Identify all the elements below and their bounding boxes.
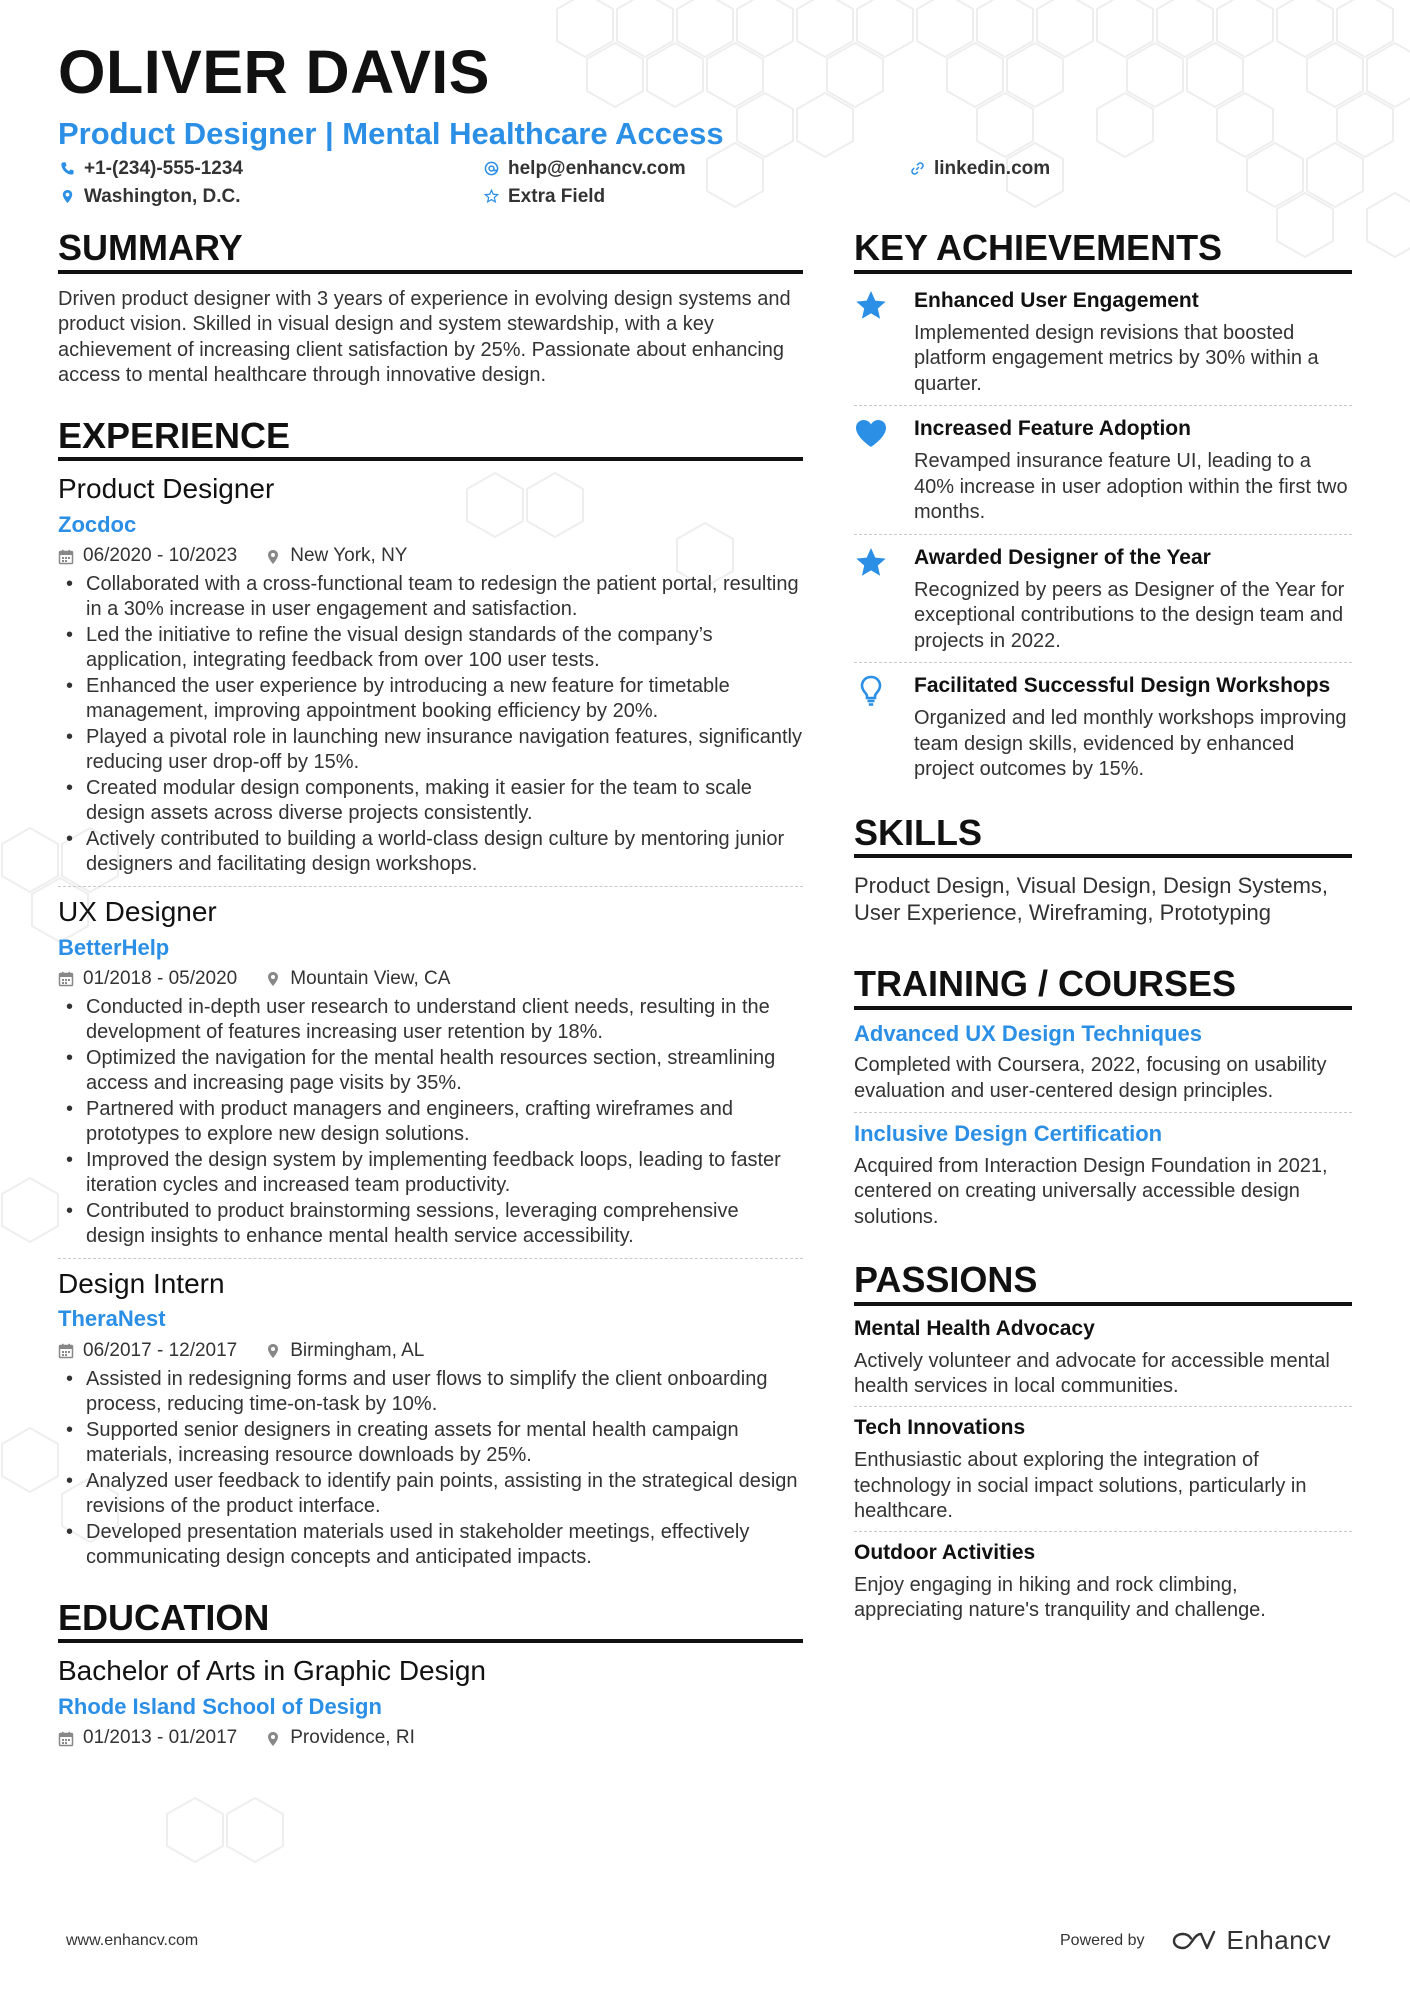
experience-entry [58, 472, 803, 878]
divider [854, 1531, 1352, 1532]
phone-text: +1-(234)-555-1234 [84, 158, 243, 179]
contact-extra-field [484, 187, 605, 206]
bullet-item: • Analyzed user feedback to identify pain points, assisting in the strategical design revisions of the product interface. [58, 1469, 803, 1520]
education-dates: 01/2013 - 01/2017 [83, 1727, 238, 1749]
contact-location [60, 187, 241, 206]
candidate-name: OLIVER DAVIS [58, 38, 490, 106]
extra-field-text: Extra Field [508, 186, 606, 207]
bullet-item: • Partnered with product managers and engineers, crafting wireframes and prototypes to explore new design solutions. [58, 1097, 803, 1148]
bullet-item: • Optimized the navigation for the mental health resources section, streamlining access and increasing page visits by 35%. [58, 1046, 803, 1097]
divider [854, 662, 1352, 663]
calendar-icon [58, 549, 74, 565]
at-sign-icon [484, 161, 499, 176]
linkedin-text: linkedin.com [934, 158, 1051, 179]
calendar-icon [58, 971, 74, 987]
divider [854, 1112, 1352, 1113]
divider [854, 405, 1352, 406]
job-dates: 06/2017 - 12/2017 [83, 1339, 238, 1361]
location-pin-icon [60, 189, 75, 204]
location-text: Washington, D.C. [84, 186, 241, 207]
job-title: Design Intern [58, 1267, 225, 1299]
right-column [854, 228, 1352, 1624]
achievement-item [854, 415, 1352, 526]
experience-entry [58, 1267, 803, 1571]
location-pin-icon [265, 1731, 281, 1747]
achievement-item [854, 544, 1352, 655]
job-meta [58, 1340, 803, 1363]
passion-title: Mental Health Advocacy [854, 1316, 1095, 1340]
passion-desc: Enthusiastic about exploring the integration of technology in social impact solutions, particularly in healthcare. [854, 1449, 1307, 1523]
course-desc: Completed with Coursera, 2022, focusing on usability evaluation and user-centered design principles. [854, 1054, 1327, 1102]
passion-title: Outdoor Activities [854, 1540, 1036, 1564]
course-title[interactable]: Advanced UX Design Techniques [854, 1020, 1203, 1046]
course-title[interactable]: Inclusive Design Certification [854, 1121, 1163, 1147]
experience-entry [58, 895, 803, 1250]
summary-text: Driven product designer with 3 years of experience in evolving design systems and product vision. Skilled in visual design and system stewardship, with a key achievement of increasing client satisfaction by 25%. Passionate about enhancing access to mental healthcare through innovative design. [58, 287, 791, 387]
achievement-title: Increased Feature Adoption [914, 417, 1191, 441]
job-location: Mountain View, CA [290, 967, 451, 989]
school-name[interactable]: Rhode Island School of Design [58, 1693, 382, 1719]
achievement-desc: Organized and led monthly workshops improving team design skills, evidenced by enhanced project outcomes by 15%. [914, 707, 1347, 781]
footer-website[interactable]: www.enhancv.com [66, 1932, 199, 1949]
company-name[interactable]: TheraNest [58, 1306, 166, 1332]
job-bullets [58, 572, 803, 878]
bullet-item: • Actively contributed to building a world-class design culture by mentoring junior designers and facilitating design workshops. [58, 827, 803, 878]
location-pin-icon [265, 1343, 281, 1359]
bullet-item: • Assisted in redesigning forms and user flows to simplify the client onboarding process, reducing time-on-task by 10%. [58, 1367, 803, 1418]
divider [58, 886, 803, 887]
location-pin-icon [265, 971, 281, 987]
passion-item [854, 1316, 1352, 1400]
passions-heading: PASSIONS [854, 1260, 1352, 1306]
achievement-item [854, 287, 1352, 398]
bullet-item: • Collaborated with a cross-functional team to redesign the patient portal, resulting in a 30% increase in user engagement and satisfaction. [58, 572, 803, 623]
education-location: Providence, RI [290, 1727, 415, 1749]
job-meta [58, 545, 803, 568]
powered-by-label: Powered by [1060, 1931, 1145, 1949]
bullet-item: • Improved the design system by implementing feedback loops, leading to faster iteration cycles and increased team productivity. [58, 1148, 803, 1199]
candidate-headline: Product Designer | Mental Healthcare Access [58, 116, 724, 151]
left-column [58, 228, 803, 1750]
job-location: New York, NY [290, 545, 408, 567]
achievement-desc: Implemented design revisions that boosted platform engagement metrics by 30% within a quarter. [914, 321, 1319, 395]
skills-text: Product Design, Visual Design, Design Systems, User Experience, Wireframing, Prototyping [854, 873, 1329, 926]
divider [58, 1258, 803, 1259]
education-heading: EDUCATION [58, 1598, 803, 1644]
degree-title: Bachelor of Arts in Graphic Design [58, 1655, 486, 1687]
passion-item [854, 1540, 1352, 1624]
lightbulb-icon [854, 674, 888, 708]
calendar-icon [58, 1343, 74, 1359]
footer-branding[interactable] [1060, 1925, 1331, 1956]
achievements-heading: KEY ACHIEVEMENTS [854, 228, 1352, 274]
course-item [854, 1021, 1352, 1104]
achievement-desc: Recognized by peers as Designer of the Year for exceptional contributions to the design team and projects in 2022. [914, 578, 1345, 652]
job-location: Birmingham, AL [290, 1339, 425, 1361]
course-desc: Acquired from Interaction Design Foundation in 2021, centered on creating universally accessible design solutions. [854, 1154, 1328, 1228]
bullet-item: • Developed presentation materials used in stakeholder meetings, effectively communicating design concepts and anticipated impacts. [58, 1520, 803, 1571]
bullet-item: • Created modular design components, making it easier for the team to scale design assets across diverse projects consistently. [58, 776, 803, 827]
passion-desc: Actively volunteer and advocate for accessible mental health services in local communities. [854, 1349, 1330, 1398]
job-title: Product Designer [58, 473, 275, 505]
passion-desc: Enjoy engaging in hiking and rock climbing, appreciating nature's tranquility and challenge. [854, 1573, 1266, 1622]
enhancv-brand-text: Enhancv [1226, 1925, 1332, 1955]
passion-title: Tech Innovations [854, 1415, 1026, 1439]
bullet-item: • Played a pivotal role in launching new insurance navigation features, significantly reducing user drop-off by 15%. [58, 725, 803, 776]
bullet-item: • Conducted in-depth user research to understand client needs, resulting in the development of features increasing user retention by 18%. [58, 995, 803, 1046]
experience-heading: EXPERIENCE [58, 416, 803, 462]
bullet-item: • Supported senior designers in creating assets for mental health campaign materials, increasing resource downloads by 25%. [58, 1418, 803, 1469]
achievement-title: Enhanced User Engagement [914, 288, 1199, 312]
enhancv-logo-icon [1171, 1928, 1217, 1954]
skills-heading: SKILLS [854, 813, 1352, 859]
contact-phone[interactable] [60, 159, 243, 178]
bullet-item: • Led the initiative to refine the visual design standards of the company’s application, integrating feedback from over 100 user tests. [58, 623, 803, 674]
education-meta [58, 1727, 803, 1750]
achievement-title: Awarded Designer of the Year [914, 545, 1211, 569]
star-icon [854, 546, 888, 580]
star-icon [854, 289, 888, 323]
email-text: help@enhancv.com [508, 158, 686, 179]
divider [854, 1406, 1352, 1407]
link-icon [910, 161, 925, 176]
passion-item [854, 1415, 1352, 1525]
bullet-item: • Enhanced the user experience by introducing a new feature for timetable management, improving appointment booking efficiency by 20%. [58, 674, 803, 725]
training-heading: TRAINING / COURSES [854, 964, 1352, 1010]
job-bullets [58, 1367, 803, 1571]
company-name[interactable]: Zocdoc [58, 511, 137, 537]
job-dates: 06/2020 - 10/2023 [83, 545, 238, 567]
achievement-item [854, 672, 1352, 783]
contact-email[interactable] [484, 159, 686, 178]
summary-heading: SUMMARY [58, 228, 803, 274]
contact-linkedin[interactable] [910, 159, 1050, 178]
bullet-item: • Contributed to product brainstorming sessions, leveraging comprehensive design insights to enhance mental health service accessibility. [58, 1199, 803, 1250]
course-item [854, 1121, 1352, 1230]
phone-icon [60, 161, 75, 176]
job-bullets [58, 995, 803, 1250]
heart-icon [854, 417, 888, 451]
location-pin-icon [265, 549, 281, 565]
achievement-desc: Revamped insurance feature UI, leading to a 40% increase in user adoption within the first two months. [914, 450, 1348, 524]
job-dates: 01/2018 - 05/2020 [83, 967, 238, 989]
calendar-icon [58, 1731, 74, 1747]
star-outline-icon [484, 189, 499, 204]
divider [854, 534, 1352, 535]
achievement-title: Facilitated Successful Design Workshops [914, 674, 1331, 698]
education-entry [58, 1654, 803, 1750]
job-title: UX Designer [58, 895, 217, 927]
company-name[interactable]: BetterHelp [58, 934, 170, 960]
job-meta [58, 968, 803, 991]
